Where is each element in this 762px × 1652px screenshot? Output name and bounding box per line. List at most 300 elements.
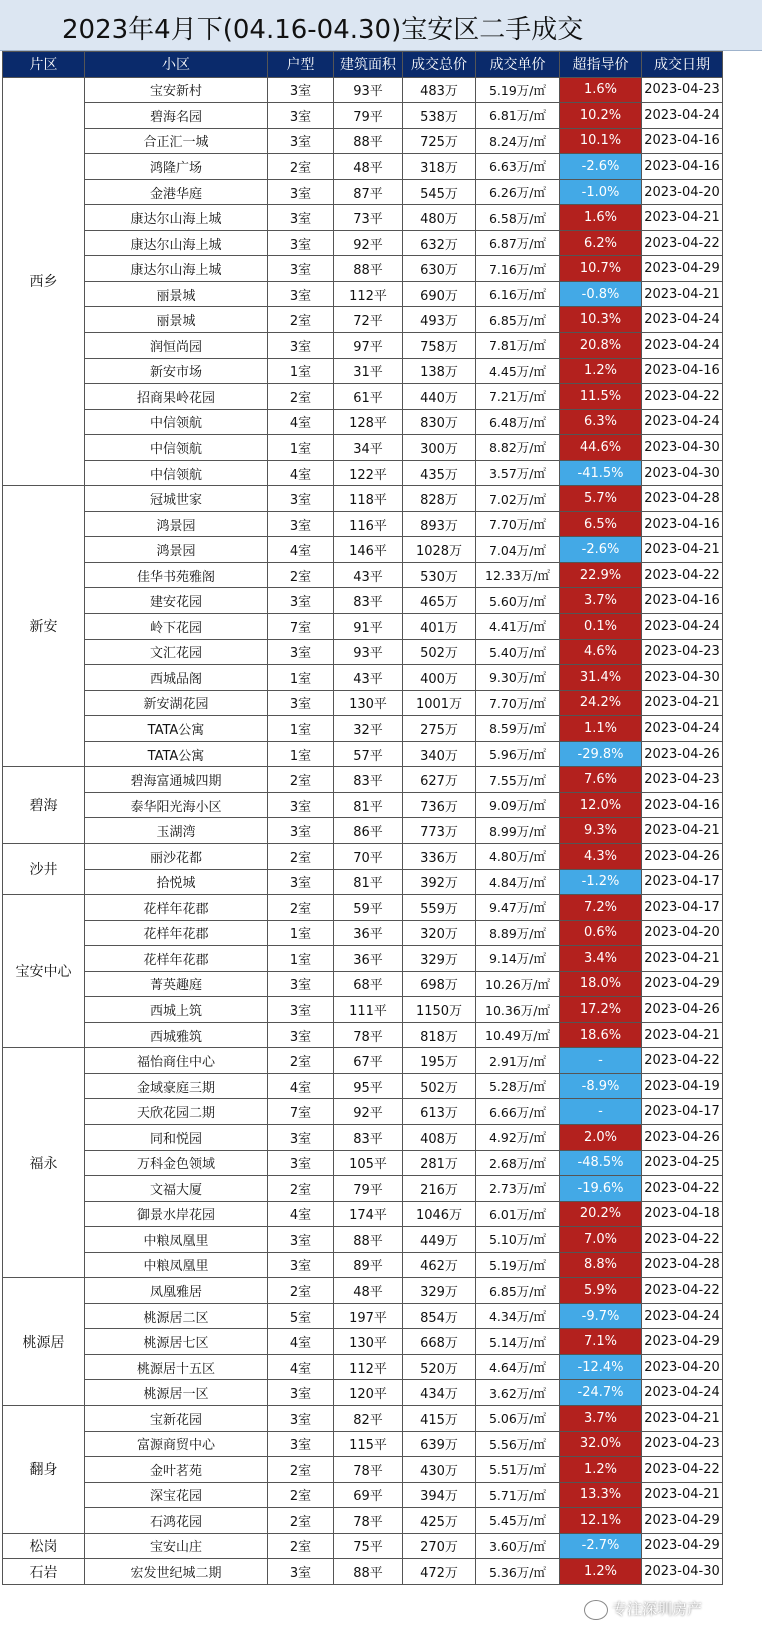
title-bar bbox=[0, 0, 762, 51]
layout-cell: 3室 bbox=[268, 1124, 334, 1150]
unit-cell: 9.30万/㎡ bbox=[476, 665, 560, 691]
unit-cell: 5.28万/㎡ bbox=[476, 1073, 560, 1099]
premium-cell: 18.0% bbox=[560, 971, 642, 997]
table-row bbox=[3, 1303, 723, 1329]
name-cell: 丽景城 bbox=[85, 307, 268, 333]
unit-cell: 6.16万/㎡ bbox=[476, 281, 560, 307]
table-row bbox=[3, 537, 723, 563]
date-cell: 2023-04-21 bbox=[642, 690, 723, 716]
size-cell: 88平 bbox=[334, 1559, 403, 1585]
unit-cell: 8.24万/㎡ bbox=[476, 128, 560, 154]
table-row bbox=[3, 1176, 723, 1202]
date-cell: 2023-04-30 bbox=[642, 460, 723, 486]
premium-cell: 44.6% bbox=[560, 435, 642, 461]
name-cell: 天欣花园二期 bbox=[85, 1099, 268, 1125]
total-cell: 725万 bbox=[403, 128, 476, 154]
total-cell: 818万 bbox=[403, 1022, 476, 1048]
name-cell: 文汇花园 bbox=[85, 639, 268, 665]
total-cell: 502万 bbox=[403, 639, 476, 665]
total-cell: 639万 bbox=[403, 1431, 476, 1457]
total-cell: 559万 bbox=[403, 895, 476, 921]
total-cell: 893万 bbox=[403, 511, 476, 537]
total-cell: 270万 bbox=[403, 1533, 476, 1559]
total-cell: 401万 bbox=[403, 614, 476, 640]
name-cell: 桃源居十五区 bbox=[85, 1354, 268, 1380]
total-cell: 275万 bbox=[403, 716, 476, 742]
total-cell: 1046万 bbox=[403, 1201, 476, 1227]
layout-cell: 3室 bbox=[268, 333, 334, 359]
date-cell: 2023-04-16 bbox=[642, 128, 723, 154]
date-cell: 2023-04-28 bbox=[642, 486, 723, 512]
table-row bbox=[3, 665, 723, 691]
name-cell: 中信领航 bbox=[85, 460, 268, 486]
date-cell: 2023-04-21 bbox=[642, 818, 723, 844]
column-header: 户型 bbox=[268, 52, 334, 78]
premium-cell: -24.7% bbox=[560, 1380, 642, 1406]
date-cell: 2023-04-22 bbox=[642, 562, 723, 588]
total-cell: 632万 bbox=[403, 230, 476, 256]
table-row bbox=[3, 843, 723, 869]
unit-cell: 4.45万/㎡ bbox=[476, 358, 560, 384]
size-cell: 120平 bbox=[334, 1380, 403, 1406]
area-cell: 桃源居 bbox=[3, 1278, 85, 1406]
layout-cell: 2室 bbox=[268, 767, 334, 793]
name-cell: 康达尔山海上城 bbox=[85, 205, 268, 231]
size-cell: 48平 bbox=[334, 154, 403, 180]
date-cell: 2023-04-24 bbox=[642, 103, 723, 129]
layout-cell: 4室 bbox=[268, 1201, 334, 1227]
size-cell: 130平 bbox=[334, 1329, 403, 1355]
total-cell: 434万 bbox=[403, 1380, 476, 1406]
layout-cell: 3室 bbox=[268, 997, 334, 1023]
date-cell: 2023-04-26 bbox=[642, 997, 723, 1023]
total-cell: 336万 bbox=[403, 843, 476, 869]
size-cell: 128平 bbox=[334, 409, 403, 435]
column-header: 成交单价 bbox=[476, 52, 560, 78]
date-cell: 2023-04-23 bbox=[642, 767, 723, 793]
total-cell: 698万 bbox=[403, 971, 476, 997]
size-cell: 34平 bbox=[334, 435, 403, 461]
total-cell: 480万 bbox=[403, 205, 476, 231]
date-cell: 2023-04-20 bbox=[642, 920, 723, 946]
premium-cell: 9.3% bbox=[560, 818, 642, 844]
unit-cell: 5.51万/㎡ bbox=[476, 1457, 560, 1483]
premium-cell: 12.1% bbox=[560, 1508, 642, 1534]
premium-cell: 1.2% bbox=[560, 358, 642, 384]
date-cell: 2023-04-28 bbox=[642, 1252, 723, 1278]
size-cell: 73平 bbox=[334, 205, 403, 231]
size-cell: 130平 bbox=[334, 690, 403, 716]
wechat-bubble-icon bbox=[584, 1600, 608, 1620]
area-cell: 西乡 bbox=[3, 77, 85, 486]
size-cell: 146平 bbox=[334, 537, 403, 563]
total-cell: 502万 bbox=[403, 1073, 476, 1099]
layout-cell: 2室 bbox=[268, 562, 334, 588]
unit-cell: 7.21万/㎡ bbox=[476, 384, 560, 410]
size-cell: 48平 bbox=[334, 1278, 403, 1304]
table-row bbox=[3, 1201, 723, 1227]
total-cell: 1150万 bbox=[403, 997, 476, 1023]
layout-cell: 3室 bbox=[268, 690, 334, 716]
layout-cell: 1室 bbox=[268, 358, 334, 384]
layout-cell: 2室 bbox=[268, 154, 334, 180]
table-row bbox=[3, 409, 723, 435]
date-cell: 2023-04-24 bbox=[642, 409, 723, 435]
date-cell: 2023-04-24 bbox=[642, 1380, 723, 1406]
premium-cell: 20.2% bbox=[560, 1201, 642, 1227]
size-cell: 97平 bbox=[334, 333, 403, 359]
size-cell: 59平 bbox=[334, 895, 403, 921]
date-cell: 2023-04-26 bbox=[642, 843, 723, 869]
table-row bbox=[3, 435, 723, 461]
table-row bbox=[3, 486, 723, 512]
table-row bbox=[3, 333, 723, 359]
unit-cell: 8.59万/㎡ bbox=[476, 716, 560, 742]
premium-cell: - bbox=[560, 1048, 642, 1074]
name-cell: 桃源居二区 bbox=[85, 1303, 268, 1329]
premium-cell: 5.7% bbox=[560, 486, 642, 512]
date-cell: 2023-04-24 bbox=[642, 307, 723, 333]
size-cell: 83平 bbox=[334, 1124, 403, 1150]
name-cell: 岭下花园 bbox=[85, 614, 268, 640]
layout-cell: 4室 bbox=[268, 1329, 334, 1355]
date-cell: 2023-04-23 bbox=[642, 639, 723, 665]
premium-cell: 6.3% bbox=[560, 409, 642, 435]
name-cell: 西城雅筑 bbox=[85, 1022, 268, 1048]
date-cell: 2023-04-22 bbox=[642, 1048, 723, 1074]
total-cell: 415万 bbox=[403, 1405, 476, 1431]
date-cell: 2023-04-16 bbox=[642, 358, 723, 384]
size-cell: 61平 bbox=[334, 384, 403, 410]
unit-cell: 9.09万/㎡ bbox=[476, 792, 560, 818]
table-row bbox=[3, 1559, 723, 1585]
size-cell: 93平 bbox=[334, 639, 403, 665]
layout-cell: 3室 bbox=[268, 818, 334, 844]
premium-cell: 18.6% bbox=[560, 1022, 642, 1048]
table-row bbox=[3, 1099, 723, 1125]
transactions-table bbox=[2, 51, 723, 1585]
size-cell: 75平 bbox=[334, 1533, 403, 1559]
layout-cell: 3室 bbox=[268, 205, 334, 231]
premium-cell: 10.2% bbox=[560, 103, 642, 129]
layout-cell: 3室 bbox=[268, 77, 334, 103]
premium-cell: 1.2% bbox=[560, 1457, 642, 1483]
premium-cell: -19.6% bbox=[560, 1176, 642, 1202]
name-cell: 金港华庭 bbox=[85, 179, 268, 205]
size-cell: 32平 bbox=[334, 716, 403, 742]
unit-cell: 4.41万/㎡ bbox=[476, 614, 560, 640]
name-cell: 丽沙花都 bbox=[85, 843, 268, 869]
name-cell: 御景水岸花园 bbox=[85, 1201, 268, 1227]
table-row bbox=[3, 205, 723, 231]
layout-cell: 5室 bbox=[268, 1303, 334, 1329]
name-cell: 桃源居一区 bbox=[85, 1380, 268, 1406]
area-cell: 碧海 bbox=[3, 767, 85, 844]
table-row bbox=[3, 307, 723, 333]
layout-cell: 1室 bbox=[268, 435, 334, 461]
name-cell: 鸿隆广场 bbox=[85, 154, 268, 180]
name-cell: 招商果岭花园 bbox=[85, 384, 268, 410]
unit-cell: 6.87万/㎡ bbox=[476, 230, 560, 256]
layout-cell: 3室 bbox=[268, 588, 334, 614]
area-cell: 石岩 bbox=[3, 1559, 85, 1585]
date-cell: 2023-04-29 bbox=[642, 256, 723, 282]
name-cell: 花样年花郡 bbox=[85, 895, 268, 921]
size-cell: 43平 bbox=[334, 665, 403, 691]
name-cell: 宝安新村 bbox=[85, 77, 268, 103]
table-row bbox=[3, 1329, 723, 1355]
total-cell: 408万 bbox=[403, 1124, 476, 1150]
table-row bbox=[3, 384, 723, 410]
layout-cell: 1室 bbox=[268, 920, 334, 946]
premium-cell: -9.7% bbox=[560, 1303, 642, 1329]
layout-cell: 4室 bbox=[268, 409, 334, 435]
table-row bbox=[3, 511, 723, 537]
name-cell: 碧海名园 bbox=[85, 103, 268, 129]
page-title: 2023年4月下(04.16-04.30)宝安区二手成交 bbox=[62, 15, 584, 45]
table-row bbox=[3, 1533, 723, 1559]
size-cell: 31平 bbox=[334, 358, 403, 384]
layout-cell: 3室 bbox=[268, 1405, 334, 1431]
date-cell: 2023-04-18 bbox=[642, 1201, 723, 1227]
premium-cell: 7.0% bbox=[560, 1227, 642, 1253]
date-cell: 2023-04-22 bbox=[642, 1457, 723, 1483]
name-cell: 石鸿花园 bbox=[85, 1508, 268, 1534]
date-cell: 2023-04-21 bbox=[642, 281, 723, 307]
size-cell: 82平 bbox=[334, 1405, 403, 1431]
date-cell: 2023-04-26 bbox=[642, 1124, 723, 1150]
name-cell: 合正汇一城 bbox=[85, 128, 268, 154]
table-row bbox=[3, 895, 723, 921]
name-cell: 福怡商住中心 bbox=[85, 1048, 268, 1074]
premium-cell: 10.7% bbox=[560, 256, 642, 282]
name-cell: 拾悦城 bbox=[85, 869, 268, 895]
name-cell: 玉湖湾 bbox=[85, 818, 268, 844]
total-cell: 329万 bbox=[403, 1278, 476, 1304]
premium-cell: -41.5% bbox=[560, 460, 642, 486]
name-cell: 宝安山庄 bbox=[85, 1533, 268, 1559]
name-cell: 宝新花园 bbox=[85, 1405, 268, 1431]
layout-cell: 4室 bbox=[268, 537, 334, 563]
unit-cell: 2.73万/㎡ bbox=[476, 1176, 560, 1202]
premium-cell: -8.9% bbox=[560, 1073, 642, 1099]
date-cell: 2023-04-17 bbox=[642, 895, 723, 921]
name-cell: 万科金色领域 bbox=[85, 1150, 268, 1176]
size-cell: 197平 bbox=[334, 1303, 403, 1329]
unit-cell: 6.85万/㎡ bbox=[476, 307, 560, 333]
name-cell: TATA公寓 bbox=[85, 716, 268, 742]
unit-cell: 5.19万/㎡ bbox=[476, 1252, 560, 1278]
table-row bbox=[3, 741, 723, 767]
area-cell: 福永 bbox=[3, 1048, 85, 1278]
premium-cell: 1.6% bbox=[560, 205, 642, 231]
date-cell: 2023-04-22 bbox=[642, 1176, 723, 1202]
unit-cell: 8.99万/㎡ bbox=[476, 818, 560, 844]
size-cell: 36平 bbox=[334, 920, 403, 946]
premium-cell: -2.7% bbox=[560, 1533, 642, 1559]
total-cell: 493万 bbox=[403, 307, 476, 333]
date-cell: 2023-04-21 bbox=[642, 1405, 723, 1431]
premium-cell: 1.2% bbox=[560, 1559, 642, 1585]
date-cell: 2023-04-29 bbox=[642, 971, 723, 997]
name-cell: 润恒尚园 bbox=[85, 333, 268, 359]
date-cell: 2023-04-21 bbox=[642, 537, 723, 563]
layout-cell: 3室 bbox=[268, 869, 334, 895]
unit-cell: 4.80万/㎡ bbox=[476, 843, 560, 869]
total-cell: 329万 bbox=[403, 946, 476, 972]
layout-cell: 3室 bbox=[268, 792, 334, 818]
unit-cell: 5.36万/㎡ bbox=[476, 1559, 560, 1585]
total-cell: 773万 bbox=[403, 818, 476, 844]
table-row bbox=[3, 1380, 723, 1406]
total-cell: 613万 bbox=[403, 1099, 476, 1125]
date-cell: 2023-04-16 bbox=[642, 154, 723, 180]
table-row bbox=[3, 562, 723, 588]
table-row bbox=[3, 1150, 723, 1176]
unit-cell: 6.48万/㎡ bbox=[476, 409, 560, 435]
date-cell: 2023-04-23 bbox=[642, 77, 723, 103]
size-cell: 72平 bbox=[334, 307, 403, 333]
unit-cell: 5.71万/㎡ bbox=[476, 1482, 560, 1508]
column-header: 片区 bbox=[3, 52, 85, 78]
watermark bbox=[584, 1598, 702, 1620]
size-cell: 92平 bbox=[334, 230, 403, 256]
table-row bbox=[3, 1457, 723, 1483]
date-cell: 2023-04-16 bbox=[642, 792, 723, 818]
premium-cell: 8.8% bbox=[560, 1252, 642, 1278]
name-cell: 西城上筑 bbox=[85, 997, 268, 1023]
unit-cell: 5.14万/㎡ bbox=[476, 1329, 560, 1355]
name-cell: 建安花园 bbox=[85, 588, 268, 614]
table-row bbox=[3, 1073, 723, 1099]
unit-cell: 5.96万/㎡ bbox=[476, 741, 560, 767]
name-cell: TATA公寓 bbox=[85, 741, 268, 767]
premium-cell: 22.9% bbox=[560, 562, 642, 588]
name-cell: 文福大厦 bbox=[85, 1176, 268, 1202]
date-cell: 2023-04-19 bbox=[642, 1073, 723, 1099]
date-cell: 2023-04-16 bbox=[642, 588, 723, 614]
total-cell: 530万 bbox=[403, 562, 476, 588]
layout-cell: 3室 bbox=[268, 103, 334, 129]
size-cell: 78平 bbox=[334, 1508, 403, 1534]
size-cell: 70平 bbox=[334, 843, 403, 869]
date-cell: 2023-04-17 bbox=[642, 1099, 723, 1125]
total-cell: 520万 bbox=[403, 1354, 476, 1380]
unit-cell: 7.81万/㎡ bbox=[476, 333, 560, 359]
premium-cell: 3.4% bbox=[560, 946, 642, 972]
table-row bbox=[3, 946, 723, 972]
table-row bbox=[3, 971, 723, 997]
name-cell: 同和悦园 bbox=[85, 1124, 268, 1150]
layout-cell: 4室 bbox=[268, 1354, 334, 1380]
premium-cell: -2.6% bbox=[560, 537, 642, 563]
table-row bbox=[3, 154, 723, 180]
table-row bbox=[3, 920, 723, 946]
layout-cell: 3室 bbox=[268, 639, 334, 665]
total-cell: 435万 bbox=[403, 460, 476, 486]
name-cell: 佳华书苑雅阁 bbox=[85, 562, 268, 588]
layout-cell: 2室 bbox=[268, 1278, 334, 1304]
size-cell: 122平 bbox=[334, 460, 403, 486]
table-row bbox=[3, 997, 723, 1023]
date-cell: 2023-04-22 bbox=[642, 230, 723, 256]
unit-cell: 9.47万/㎡ bbox=[476, 895, 560, 921]
column-header: 建筑面积 bbox=[334, 52, 403, 78]
premium-cell: -29.8% bbox=[560, 741, 642, 767]
unit-cell: 2.91万/㎡ bbox=[476, 1048, 560, 1074]
table-row bbox=[3, 792, 723, 818]
premium-cell: 6.2% bbox=[560, 230, 642, 256]
layout-cell: 2室 bbox=[268, 1048, 334, 1074]
total-cell: 392万 bbox=[403, 869, 476, 895]
unit-cell: 6.58万/㎡ bbox=[476, 205, 560, 231]
total-cell: 538万 bbox=[403, 103, 476, 129]
size-cell: 88平 bbox=[334, 1227, 403, 1253]
total-cell: 668万 bbox=[403, 1329, 476, 1355]
name-cell: 碧海富通城四期 bbox=[85, 767, 268, 793]
total-cell: 394万 bbox=[403, 1482, 476, 1508]
layout-cell: 3室 bbox=[268, 1252, 334, 1278]
size-cell: 88平 bbox=[334, 128, 403, 154]
layout-cell: 4室 bbox=[268, 460, 334, 486]
total-cell: 758万 bbox=[403, 333, 476, 359]
table-row bbox=[3, 77, 723, 103]
layout-cell: 3室 bbox=[268, 128, 334, 154]
total-cell: 216万 bbox=[403, 1176, 476, 1202]
unit-cell: 6.63万/㎡ bbox=[476, 154, 560, 180]
unit-cell: 8.82万/㎡ bbox=[476, 435, 560, 461]
date-cell: 2023-04-20 bbox=[642, 1354, 723, 1380]
name-cell: 鸿景园 bbox=[85, 537, 268, 563]
name-cell: 鸿景园 bbox=[85, 511, 268, 537]
premium-cell: 1.6% bbox=[560, 77, 642, 103]
unit-cell: 6.66万/㎡ bbox=[476, 1099, 560, 1125]
premium-cell: -1.0% bbox=[560, 179, 642, 205]
total-cell: 340万 bbox=[403, 741, 476, 767]
size-cell: 43平 bbox=[334, 562, 403, 588]
size-cell: 81平 bbox=[334, 792, 403, 818]
name-cell: 花样年花郡 bbox=[85, 920, 268, 946]
unit-cell: 3.60万/㎡ bbox=[476, 1533, 560, 1559]
size-cell: 118平 bbox=[334, 486, 403, 512]
name-cell: 康达尔山海上城 bbox=[85, 230, 268, 256]
date-cell: 2023-04-26 bbox=[642, 741, 723, 767]
total-cell: 736万 bbox=[403, 792, 476, 818]
date-cell: 2023-04-22 bbox=[642, 1278, 723, 1304]
size-cell: 87平 bbox=[334, 179, 403, 205]
premium-cell: 7.2% bbox=[560, 895, 642, 921]
date-cell: 2023-04-22 bbox=[642, 384, 723, 410]
layout-cell: 2室 bbox=[268, 384, 334, 410]
premium-cell: 0.6% bbox=[560, 920, 642, 946]
layout-cell: 3室 bbox=[268, 486, 334, 512]
layout-cell: 1室 bbox=[268, 741, 334, 767]
total-cell: 1001万 bbox=[403, 690, 476, 716]
total-cell: 281万 bbox=[403, 1150, 476, 1176]
name-cell: 西城品阁 bbox=[85, 665, 268, 691]
name-cell: 金叶茗苑 bbox=[85, 1457, 268, 1483]
column-header: 小区 bbox=[85, 52, 268, 78]
unit-cell: 7.04万/㎡ bbox=[476, 537, 560, 563]
table-row bbox=[3, 1482, 723, 1508]
name-cell: 花样年花郡 bbox=[85, 946, 268, 972]
premium-cell: 10.1% bbox=[560, 128, 642, 154]
premium-cell: -1.2% bbox=[560, 869, 642, 895]
area-cell: 松岗 bbox=[3, 1533, 85, 1559]
premium-cell: -0.8% bbox=[560, 281, 642, 307]
unit-cell: 6.81万/㎡ bbox=[476, 103, 560, 129]
total-cell: 138万 bbox=[403, 358, 476, 384]
